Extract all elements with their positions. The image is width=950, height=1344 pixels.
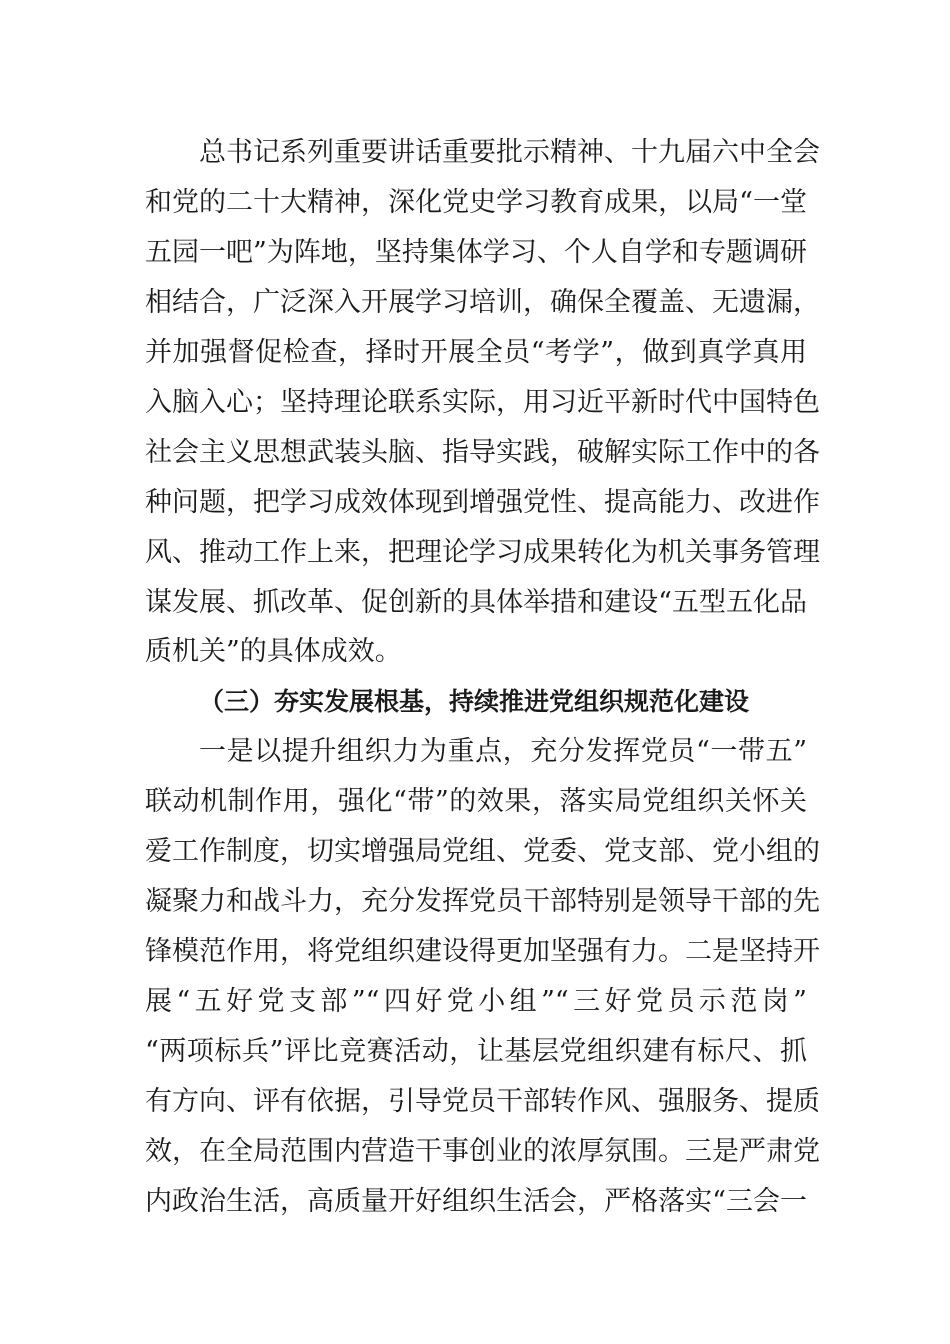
text-line: 有方向、评有依据，引导党员干部转作风、强服务、提质 bbox=[145, 1086, 820, 1117]
text-line: 凝聚力和战斗力，充分发挥党员干部特别是领导干部的先 bbox=[145, 886, 820, 917]
text-line: 风、推动工作上来，把理论学习成果转化为机关事务管理 bbox=[145, 537, 820, 568]
text-line: 一是以提升组织力为重点，充分发挥党员“一带五” bbox=[199, 736, 807, 767]
text-line: 入脑入心；坚持理论联系实际，用习近平新时代中国特色 bbox=[145, 387, 820, 418]
text-line: 五园一吧”为阵地，坚持集体学习、个人自学和专题调研 bbox=[145, 237, 807, 268]
text-line: 质机关”的具体成效。 bbox=[145, 636, 402, 667]
text-line: 总书记系列重要讲话重要批示精神、十九届六中全会 bbox=[199, 137, 820, 168]
text-line: 内政治生活，高质量开好组织生活会，严格落实“三会一 bbox=[145, 1186, 807, 1217]
text-line: 展“五好党支部”“四好党小组”“三好党员示范岗” bbox=[145, 986, 807, 1017]
text-line: 爱工作制度，切实增强局党组、党委、党支部、党小组的 bbox=[145, 836, 820, 867]
text-line: “两项标兵”评比竞赛活动，让基层党组织建有标尺、抓 bbox=[145, 1036, 807, 1067]
text-line: 谋发展、抓改革、促创新的具体举措和建设“五型五化品 bbox=[145, 587, 807, 618]
section-heading: （三）夯实发展根基，持续推进党组织规范化建设 bbox=[199, 687, 750, 716]
text-line: 锋模范作用，将党组织建设得更加坚强有力。二是坚持开 bbox=[145, 936, 820, 967]
text-line: 联动机制作用，强化“带”的效果，落实局党组织关怀关 bbox=[145, 786, 807, 817]
text-line: 社会主义思想武装头脑、指导实践，破解实际工作中的各 bbox=[145, 437, 820, 468]
text-line: 并加强督促检查，择时开展全员“考学”，做到真学真用 bbox=[145, 337, 807, 368]
text-line: 效，在全局范围内营造干事创业的浓厚氛围。三是严肃党 bbox=[145, 1136, 820, 1167]
text-line: 相结合，广泛深入开展学习培训，确保全覆盖、无遗漏， bbox=[145, 287, 820, 318]
text-line: 种问题，把学习成效体现到增强党性、提高能力、改进作 bbox=[145, 487, 820, 518]
text-line: 和党的二十大精神，深化党史学习教育成果，以局“一堂 bbox=[145, 187, 807, 218]
